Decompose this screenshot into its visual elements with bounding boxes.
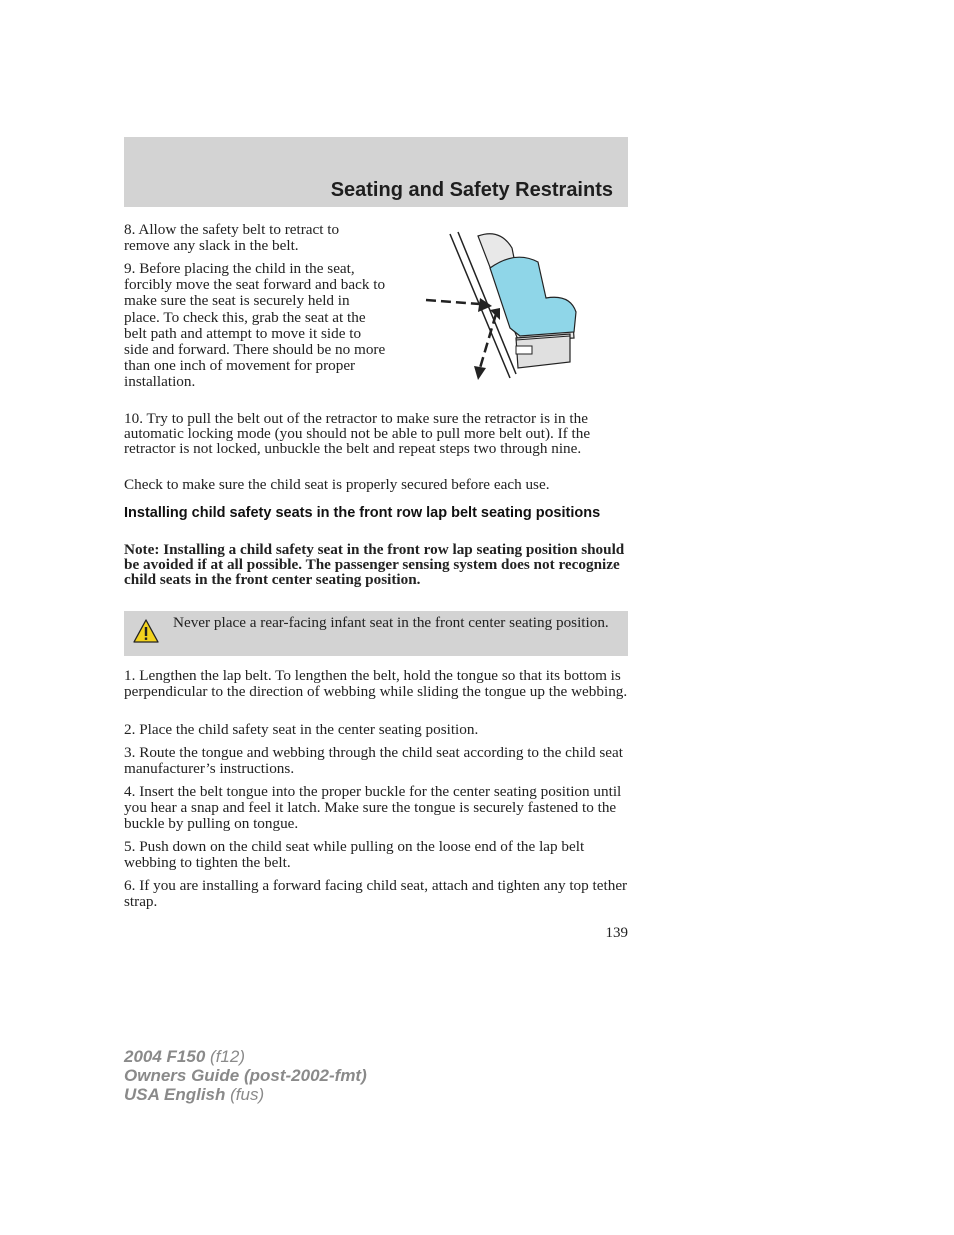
step-3: 3. Route the tongue and webbing through the child seat according to the child seat manufacturer’s instructions. [124, 744, 623, 778]
warning-text: Never place a rear-facing infant seat in the front center seating position. [173, 614, 609, 631]
step-2: 2. Place the child safety seat in the center seating position. [124, 721, 479, 738]
check-secured: Check to make sure the child seat is properly secured before each use. [124, 476, 550, 493]
footer-model: 2004 F150 [124, 1047, 206, 1066]
step-4: 4. Insert the belt tongue into the proper buckle for the center seating position until you hear a snap and feel it latch. Make sure the tongue is securely fastened to the buckle by pulling on tongue. [124, 783, 622, 833]
footer-info [124, 1047, 367, 1104]
footer-language: USA English [124, 1085, 226, 1104]
footer-line-3 [124, 1085, 367, 1104]
footer-line-2: Owners Guide (post-2002-fmt) [124, 1066, 367, 1085]
step-1: 1. Lengthen the lap belt. To lengthen the belt, hold the tongue so that its bottom is perpendicular to the direction of webbing while sliding the tongue up the webbing. [124, 667, 628, 701]
step-6: 6. If you are installing a forward facing child seat, attach and tighten any top tether strap. [124, 877, 628, 911]
footer-language-code: (fus) [230, 1085, 265, 1104]
section-title: Seating and Safety Restraints [330, 179, 613, 201]
warning-box [124, 611, 628, 656]
footer-model-code: (f12) [210, 1047, 245, 1066]
note-text: Note: Installing a child safety seat in the front row lap seating position should be avoided if at all possible. The passenger sensing system does not recognize child seats in the front center seating position. [124, 541, 625, 589]
footer-line-1 [124, 1047, 367, 1066]
step-9: 9. Before placing the child in the seat, forcibly move the seat forward and back to make sure the seat is securely held in place. To check this, grab the seat at the belt path and attempt to move it side to side and forward. There should be no more than one inch of movement for proper installation. [124, 260, 386, 391]
warning-triangle-icon [133, 619, 159, 643]
section-header-band [124, 137, 628, 207]
section-heading: Installing child safety seats in the front row lap belt seating positions [124, 505, 601, 521]
page-number: 139 [605, 925, 628, 941]
step-10: 10. Try to pull the belt out of the retractor to make sure the retractor is in the automatic locking mode (you should not be able to pull more belt out). If the retractor is not locked, unbuckle the belt and repeat steps two through nine. [124, 410, 591, 458]
child-seat-illustration [420, 228, 590, 388]
step-5: 5. Push down on the child seat while pulling on the loose end of the lap belt webbing to tighten the belt. [124, 838, 585, 872]
step-8: 8. Allow the safety belt to retract to remove any slack in the belt. [124, 221, 340, 255]
